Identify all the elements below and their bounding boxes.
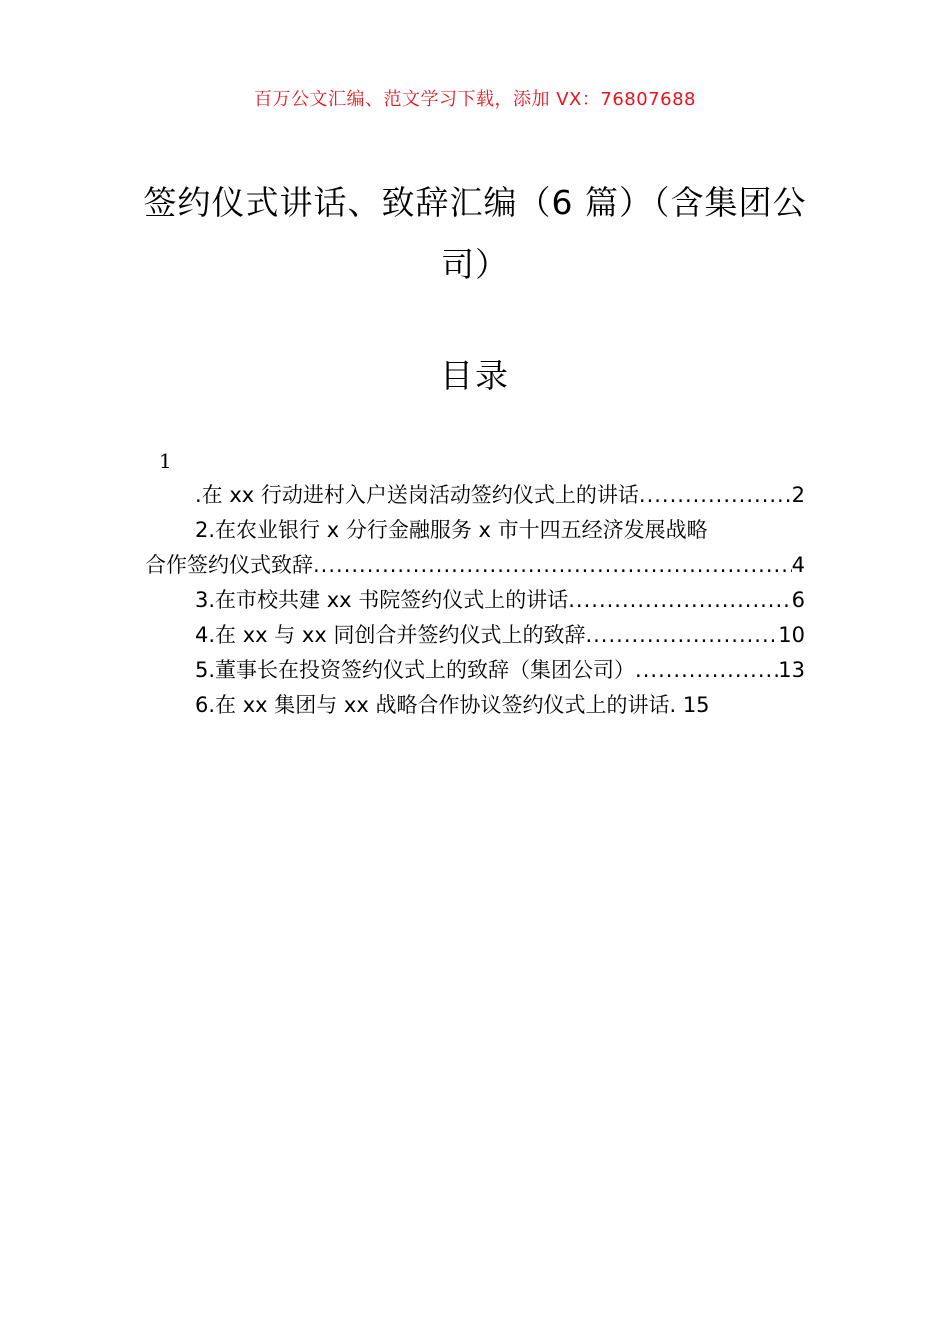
toc-entry-label-line1: 2.在农业银行 x 分行金融服务 x 市十四五经济发展战略 [195,518,708,542]
toc-entry-4[interactable] [145,618,805,653]
toc-page-number: 4 [791,553,805,577]
document-title: 签约仪式讲话、致辞汇编（6 篇）（含集团公司） [143,183,807,284]
toc-entry-2[interactable] [145,513,805,583]
toc-page-number: 10 [778,623,805,647]
toc-entry-label: .在 xx 行动进村入户送岗活动签约仪式上的讲话 [195,483,639,507]
toc-entry-3[interactable] [145,583,805,618]
toc-leader-dots [313,548,792,583]
toc-entry-label: 6.在 xx 集团与 xx 战略合作协议签约仪式上的讲话. [195,693,677,717]
toc-entry-label: 3.在市校共建 xx 书院签约仪式上的讲话 [195,588,569,612]
toc-entry-5[interactable] [145,653,805,688]
toc-entry-6[interactable] [145,688,805,723]
toc-list-marker: 1 [159,449,172,473]
toc-entry-label: 4.在 xx 与 xx 同创合并签约仪式上的致辞 [195,623,586,647]
toc-entry-label-line2: 合作签约仪式致辞 [145,553,313,577]
toc-leader-dots [639,478,792,513]
toc-entry-1[interactable] [145,478,805,513]
toc-leader-dots [568,583,791,618]
toc-page-number: 2 [791,483,805,507]
toc-leader-dots [585,618,778,653]
table-of-contents [145,478,805,723]
toc-heading: 目录 [440,356,510,395]
toc-page-number: 6 [791,588,805,612]
promo-banner: 百万公文汇编、范文学习下载，添加 VX：76807688 [254,89,696,110]
toc-page-number: 13 [778,658,805,682]
toc-leader-dots [635,653,778,688]
toc-entry-label: 5.董事长在投资签约仪式上的致辞（集团公司） [195,658,636,682]
toc-page-number: 15 [682,693,710,717]
